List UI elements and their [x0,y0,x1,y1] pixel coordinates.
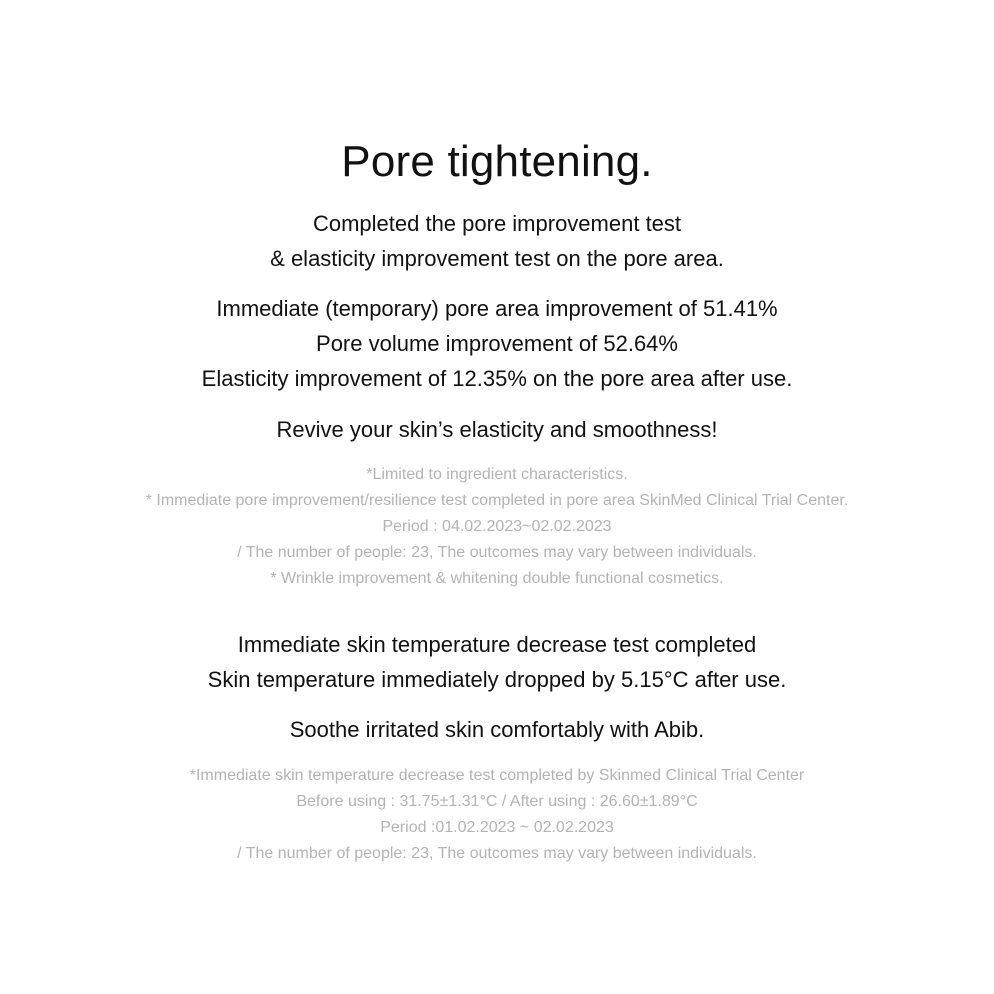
soothe-tagline [0,712,994,747]
stat-line: Pore volume improvement of 52.64% [316,331,678,356]
intro-line: & elasticity improvement test on the pore area. [270,246,724,271]
temperature-stats [0,627,994,697]
revive-text: Revive your skin’s elasticity and smoothness! [276,417,718,442]
temperature-line: Immediate skin temperature decrease test completed [237,632,757,657]
footnote-line: / The number of people: 23, The outcomes may vary between individuals. [237,544,757,561]
pore-test-footnotes [0,462,994,592]
temperature-test-footnotes [0,763,994,867]
footnote-line: * Wrinkle improvement & whitening double functional cosmetics. [270,570,724,587]
footnote-line: Period :01.02.2023 ~ 02.02.2023 [380,819,614,836]
temperature-line: Skin temperature immediately dropped by 5.15°C after use. [207,667,787,692]
stat-line: Elasticity improvement of 12.35% on the pore area after use. [201,366,793,391]
soothe-text: Soothe irritated skin comfortably with Abib. [289,717,705,742]
intro-text [0,206,994,276]
footnote-line: * Immediate pore improvement/resilience test completed in pore area SkinMed Clinical Trial Center. [145,492,849,509]
pore-stats [0,291,994,396]
stat-line: Immediate (temporary) pore area improvement of 51.41% [216,296,778,321]
footnote-line: *Immediate skin temperature decrease test completed by Skinmed Clinical Trial Center [189,767,805,784]
footnote-line: Period : 04.02.2023~02.02.2023 [382,518,612,535]
page-title: Pore tightening. [341,137,653,186]
footnote-line: Before using : 31.75±1.31°C / After using : 26.60±1.89°C [296,793,698,810]
revive-tagline [0,412,994,447]
intro-line: Completed the pore improvement test [312,211,682,236]
footnote-line: *Limited to ingredient characteristics. [366,466,628,483]
footnote-line: / The number of people: 23, The outcomes may vary between individuals. [237,845,757,862]
